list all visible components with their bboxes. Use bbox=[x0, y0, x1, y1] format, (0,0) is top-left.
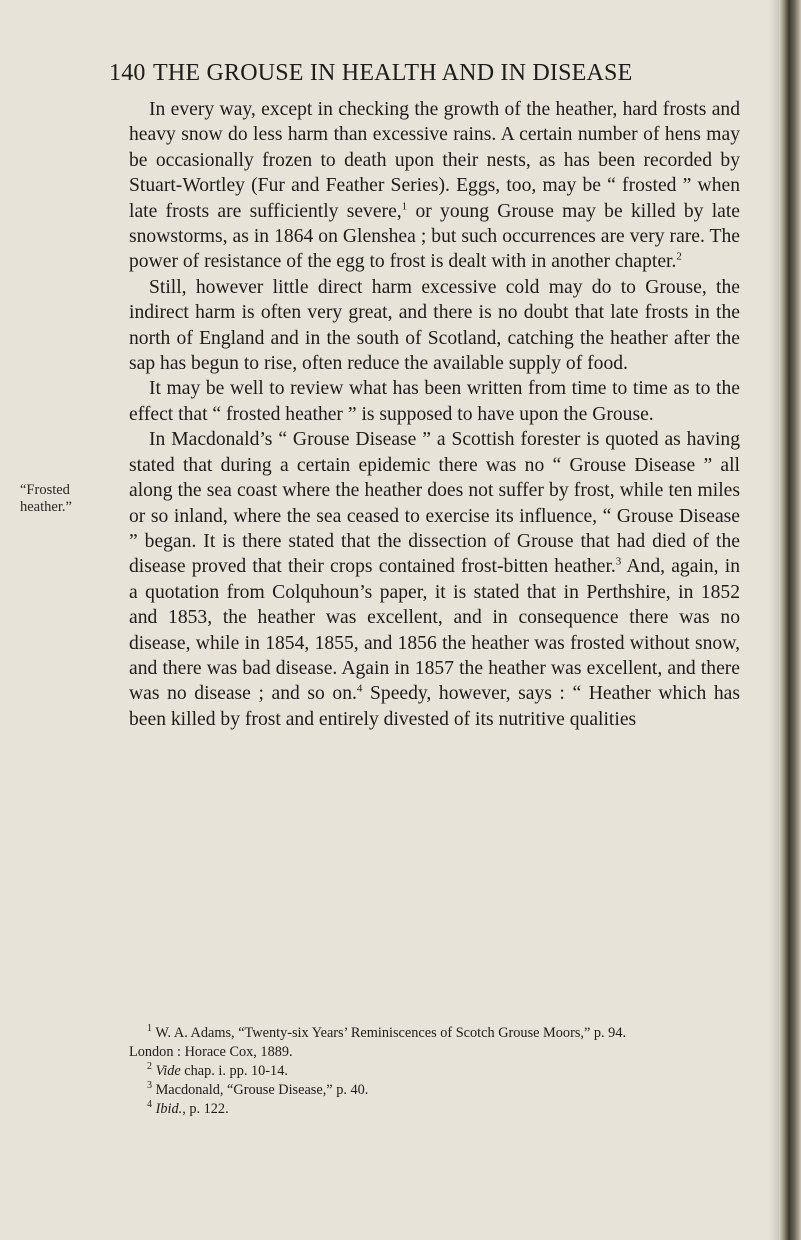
paragraph-3: It may be well to review what has been written from time to time as to the effect that “ frosted heather ” is supposed to have upon the Grouse. bbox=[129, 378, 740, 425]
footnote-2-italic: Vide bbox=[155, 1063, 181, 1079]
paragraph-1-part-b: or young Grouse may be killed by late snowstorms, as in 1864 on Glenshea ; but such occurrences are very rare. The power of resistance of the egg to frost is dealt with in another chapter. bbox=[129, 200, 741, 273]
footnote-2-text: chap. i. pp. 10-14. bbox=[180, 1063, 288, 1079]
paragraph-4-part-b: And, again, in a quotation from Colquhoun’s paper, it is stated that in Perthshire, in 1852 and 1853, the heather was excellent, and in consequence there was no disease, while in 1854, 1855, and 1856 the heather was frosted without snow, and there was bad disease. Again in 1857 the heather was excellent, and there was no disease ; and so on. bbox=[129, 556, 740, 705]
paragraph-4 bbox=[129, 427, 740, 732]
footnote-1-mark: 1 bbox=[147, 1023, 152, 1035]
footnote-3 bbox=[129, 1081, 740, 1100]
paragraph-4-part-a: In Macdonald’s “ Grouse Disease ” a Scottish forester is quoted as having stated that during a certain epidemic there was no “ Grouse Disease ” all along the sea coast where the heather does not suffer by frost, while ten miles or so inland, where the sea ceased to exercise its influence, “ Grouse Disease ” began. It is there stated that the dissection of Grouse that had died of the disease proved that their crops contained frost-bitten heather. bbox=[129, 429, 740, 578]
paragraph-4-part-c: Speedy, however, says : “ Heather which has been killed by frost and entirely divested of its nutritive qualities bbox=[129, 683, 740, 730]
running-header bbox=[109, 58, 749, 88]
running-title: THE GROUSE IN HEALTH AND IN DISEASE bbox=[153, 60, 633, 86]
footnote-4-text: , p. 122. bbox=[182, 1101, 229, 1117]
footnotes bbox=[129, 1024, 740, 1119]
footnote-3-mark: 3 bbox=[147, 1080, 152, 1092]
page-number: 140 bbox=[109, 60, 146, 86]
footnote-4-mark: 4 bbox=[147, 1099, 152, 1111]
footnote-ref-2: 2 bbox=[676, 250, 682, 263]
paragraph-1-part-a: In every way, except in checking the growth of the heather, hard frosts and heavy snow do less harm than excessive rains. A certain number of hens may be occasionally frozen to death upon their nests, as has been recorded by Stuart-Wortley (Fur and Feather Series). Eggs, too, may be “ frosted ” when late frosts are sufficiently severe, bbox=[129, 99, 740, 222]
footnote-4-italic: Ibid. bbox=[155, 1101, 183, 1117]
footnote-ref-3: 3 bbox=[615, 555, 622, 568]
footnote-ref-1: 1 bbox=[401, 200, 408, 213]
margin-note bbox=[20, 482, 120, 516]
body-text bbox=[129, 97, 740, 732]
footnote-1-text: W. A. Adams, “Twenty-six Years’ Reminiscences of Scotch Grouse Moors,” p. 94. bbox=[155, 1025, 627, 1041]
margin-note-line-2: heather.” bbox=[20, 499, 72, 515]
paragraph-1 bbox=[129, 97, 740, 275]
page-edge-shadow bbox=[769, 0, 779, 1240]
footnote-3-text: Macdonald, “Grouse Disease,” p. 40. bbox=[155, 1082, 369, 1098]
paragraph-2: Still, however little direct harm excessive cold may do to Grouse, the indirect harm is often very great, and there is no doubt that late frosts in the north of England and in the south of Scotland, catching the heather after the sap has begun to rise, often reduce the available supply of food. bbox=[129, 276, 740, 375]
margin-note-line-1: “Frosted bbox=[20, 482, 70, 498]
footnote-2 bbox=[129, 1062, 740, 1081]
footnote-1 bbox=[129, 1024, 740, 1043]
footnote-4 bbox=[129, 1100, 740, 1119]
footnote-2-mark: 2 bbox=[147, 1061, 152, 1073]
footnote-1-continued: London : Horace Cox, 1889. bbox=[129, 1044, 293, 1060]
book-spine-edge bbox=[779, 0, 801, 1240]
footnote-ref-4: 4 bbox=[356, 682, 363, 695]
